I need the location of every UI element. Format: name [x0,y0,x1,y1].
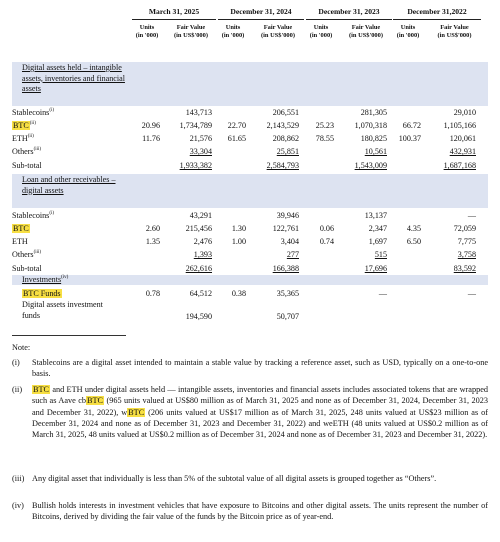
cell-value: 3,758 [457,250,476,259]
cell-value: 3,404 [280,237,299,246]
units-head: Units (in '000) [396,24,420,39]
cell-value: 194,590 [185,312,212,321]
units-head: Units (in '000) [221,24,245,39]
cell-value: 10,561 [364,147,387,156]
cell-value: 215,456 [185,224,212,233]
note-iv: (iv) Bullish holds interests in investment vehicles that have exposure to Bitcoins and other digital assets. The units represent the number of Bitcoins, derived by dividing the fair value of the funds by the Bitcoin price as of year-end. [12,501,488,522]
cell-value: 277 [286,250,299,259]
cell-value: 262,616 [185,264,212,273]
row-label-subtotal: Sub-total [12,264,42,273]
cell-value: 208,862 [272,134,299,143]
row-label-subtotal: Sub-total [12,161,42,170]
cell-value: 43,291 [189,211,212,220]
cell-units: 0.38 [231,289,246,298]
cell-units: 66.72 [402,121,421,130]
note-i: (i) Stablecoins are a digital asset intended to maintain a stable value by tracking a reference asset, such as USD, typically on a one-to-one basis. [12,358,488,379]
cell-value: 1,070,318 [354,121,387,130]
cell-value: 13,137 [364,211,387,220]
cell-units: 0.06 [319,224,334,233]
row-label-btc-funds: BTC Funds [23,289,61,298]
note-ii: (ii) BTC and ETH under digital assets held — intangible assets, inventories and financial assets includes associated tokens that are wrapped such as Aave cbBTC (965 units valued at US$80 million as of March 31, 2025 and none as of December 31, 2024, December 31, 2023 and December 31, 2022), wBTC (206 units valued at US$17 million as of March 31, 2025, 248 units valued at US$23 million as of December 31, 2024 and none as of December 31, 2023 and December 31, 2022) and weETH (48 units valued at US$0.2 million as of March 31, 2025, 48 units valued at US$0.2 million as of December 31, 2024 and none as of December 31, 2023 and December 31, 2022). [12,385,488,440]
cell-value: 64,512 [189,289,212,298]
cell-value: 35,365 [276,289,299,298]
row-label-btc: BTC [13,224,29,233]
row-label-others: Others$^{(iii)}$ [12,147,42,156]
header-rule [393,19,481,20]
cell-value: 29,010 [453,108,476,117]
cell-units: 2.60 [145,224,160,233]
footnote-separator [12,335,126,336]
units-head: Units (in '000) [309,24,333,39]
cell-units: 1.30 [231,224,246,233]
cell-value: 143,713 [185,108,212,117]
cell-value: — [467,211,476,220]
cell-value: 166,388 [272,264,299,273]
cell-units: 11.76 [142,134,160,143]
cell-value: 432,931 [449,147,476,156]
cell-value: 2,476 [193,237,212,246]
header-rule [218,19,304,20]
cell-value: 2,347 [368,224,387,233]
header-rule [132,19,216,20]
row-label-digital-assets-investment-funds: Digital assets investment funds [22,300,103,320]
cell-value: 1,687,168 [443,161,476,170]
cell-value: 1,543,009 [354,161,387,170]
cell-value: 33,304 [189,147,212,156]
cell-value: 50,707 [276,312,299,321]
cell-value: 1,105,166 [443,121,476,130]
cell-units: 22.70 [227,121,246,130]
fair-value-head: Fair Value (in US$'000) [437,24,472,39]
row-label-btc: BTC$^{(ii)}$ [13,121,36,130]
header-rule [306,19,392,20]
row-label-others: Others$^{(iii)}$ [12,250,42,259]
header-date-2024: December 31, 2024 [230,7,292,16]
cell-value: 21,576 [189,134,212,143]
cell-value: 2,584,793 [266,161,299,170]
cell-value: 1,393 [193,250,212,259]
cell-units: 25.23 [315,121,334,130]
cell-value: 281,305 [360,108,387,117]
units-head: Units (in '000) [135,24,159,39]
cell-value: 1,933,382 [179,161,212,170]
section-digital-assets-held: Digital assets held – intangible assets, inventories and financial assets [22,63,125,94]
header-date-2022: December 31,2022 [407,7,467,16]
cell-value: 180,825 [360,134,387,143]
cell-units: 0.78 [145,289,160,298]
row-label-stablecoins: Stablecoins$^{(i)}$ [12,211,55,220]
cell-value: 39,946 [276,211,299,220]
section-investments: Investments$^{(iv)}$ [22,275,69,284]
fair-value-head: Fair Value (in US$'000) [349,24,383,39]
cell-value: 120,061 [449,134,476,143]
cell-units: 4.35 [406,224,421,233]
cell-value: — [378,289,387,298]
cell-units: 6.50 [406,237,421,246]
cell-value: 25,851 [276,147,299,156]
cell-value: 17,696 [364,264,387,273]
row-label-eth: ETH$^{(ii)}$ [12,134,34,143]
notes-title: Note: [12,343,31,352]
header-date-2023: December 31, 2023 [318,7,380,16]
cell-units: 20.96 [141,121,160,130]
cell-units: 78.55 [315,134,334,143]
cell-value: 206,551 [272,108,299,117]
cell-value: 83,592 [453,264,476,273]
fair-value-head: Fair Value (in US$'000) [174,24,208,39]
cell-units: 1.35 [145,237,160,246]
section-loan-receivables: Loan and other receivables – digital assets [22,175,116,195]
cell-units: 1.00 [231,237,246,246]
cell-value: 122,761 [272,224,299,233]
cell-value: 2,143,529 [266,121,299,130]
cell-value: 1,734,789 [179,121,212,130]
cell-value: 7,775 [457,237,476,246]
cell-value: — [467,289,476,298]
cell-units: 0.74 [319,237,334,246]
cell-units: 61.65 [227,134,246,143]
cell-value: 1,697 [368,237,387,246]
note-iii: (iii) Any digital asset that individually is less than 5% of the subtotal value of all digital assets is grouped together as “Others”. [12,474,437,483]
fair-value-head: Fair Value (in US$'000) [261,24,295,39]
header-date-2025: March 31, 2025 [148,7,200,16]
cell-units: 100.37 [398,134,421,143]
row-label-eth: ETH [12,237,28,246]
row-label-stablecoins: Stablecoins$^{(i)}$ [12,108,55,117]
cell-value: 72,059 [453,224,476,233]
section-band [12,275,488,285]
cell-value: 515 [374,250,387,259]
